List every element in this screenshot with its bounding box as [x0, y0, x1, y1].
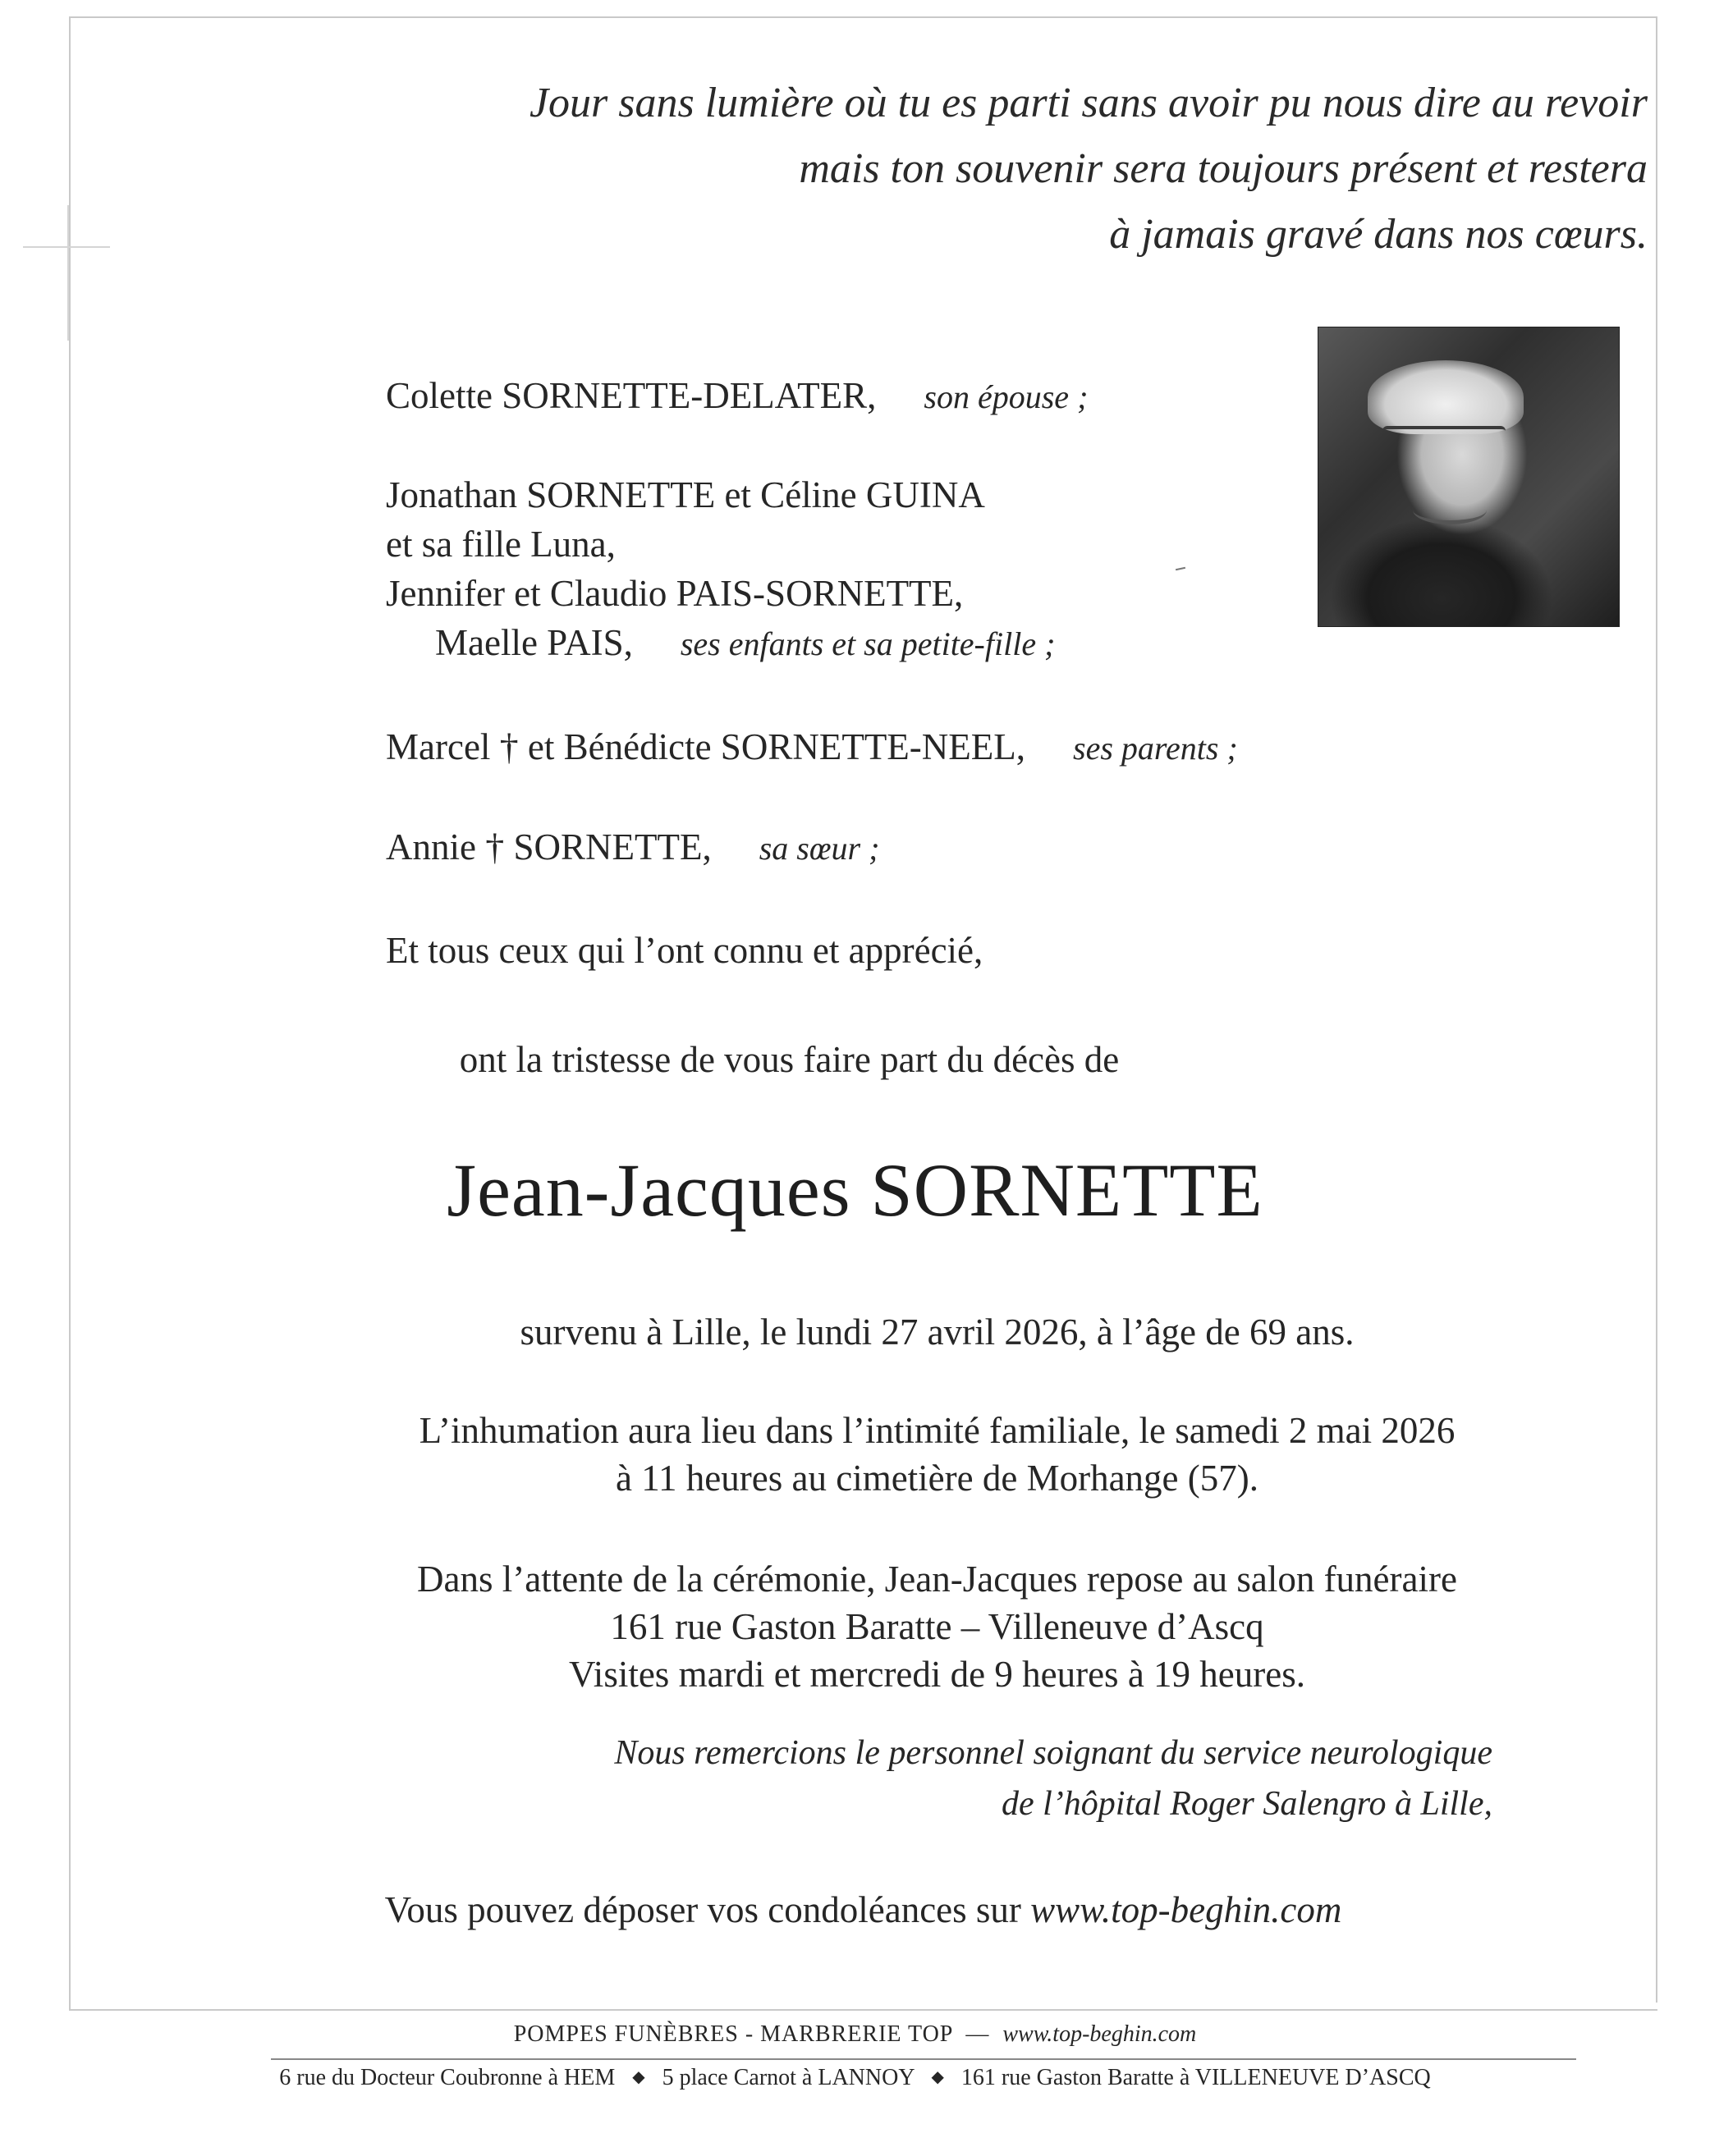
diamond-separator-icon: ◆ — [632, 2068, 645, 2086]
thanks-note — [614, 1728, 1492, 1829]
portrait-smile — [1413, 496, 1487, 524]
announcement-text: ont la tristesse de vous faire part du décès de — [459, 1039, 1120, 1080]
children-role: ses enfants et sa petite-fille ; — [680, 625, 1056, 662]
grandchild-name: Maelle PAIS, — [435, 622, 633, 663]
sheet-border-bottom — [69, 2009, 1657, 2011]
memorial-poem — [530, 71, 1648, 268]
children-line: Jennifer et Claudio PAIS-SORNETTE, — [386, 573, 964, 614]
parent-name: Marcel — [386, 726, 491, 767]
footer-company — [0, 2021, 1710, 2048]
address-villeneuve: 161 rue Gaston Baratte à VILLENEUVE D’ASCQ — [960, 2065, 1431, 2090]
sister-name: Annie — [386, 826, 476, 867]
sister-role: sa sœur ; — [759, 830, 880, 867]
parent-name: et Bénédicte SORNETTE-NEEL, — [527, 726, 1025, 767]
address-lannoy: 5 place Carnot à LANNOY — [662, 2065, 915, 2090]
condolences-text: Vous pouvez déposer vos condoléances sur — [384, 1889, 1021, 1930]
thanks-line: Nous remercions le personnel soignant du service neurologique — [614, 1734, 1492, 1772]
portrait-glasses — [1382, 426, 1506, 457]
condolences-link[interactable]: www.top-beghin.com — [1030, 1889, 1342, 1930]
crop-mark-horizontal — [23, 246, 110, 248]
children-line: Jonathan SORNETTE et Céline GUINA — [386, 474, 985, 515]
portrait-hair — [1368, 360, 1524, 434]
funeral-home-line: 161 rue Gaston Baratte – Villeneuve d’Ascq — [610, 1606, 1264, 1647]
parents-role: ses parents ; — [1073, 730, 1238, 767]
deceased-dagger-icon: † — [485, 826, 505, 867]
family-children — [386, 470, 1055, 669]
funeral-home-line: Dans l’attente de la cérémonie, Jean-Jacques repose au salon funéraire — [417, 1559, 1457, 1600]
family-sister — [386, 822, 879, 873]
burial-details — [82, 1407, 1710, 1502]
footer-dash: — — [965, 2021, 990, 2047]
poem-line: mais ton souvenir sera toujours présent et restera — [799, 145, 1648, 192]
footer-website-link[interactable]: www.top-beghin.com — [1002, 2021, 1197, 2047]
sheet-border-left — [69, 16, 71, 2011]
deceased-dagger-icon: † — [499, 726, 519, 767]
family-parents — [386, 722, 1238, 773]
sheet-border-top — [69, 16, 1657, 18]
family-others: Et tous ceux qui l’ont connu et apprécié, — [386, 930, 983, 971]
sheet-border-right — [1656, 16, 1657, 2003]
burial-line: à 11 heures au cimetière de Morhange (57). — [616, 1458, 1258, 1499]
family-spouse — [386, 371, 1088, 422]
condolences-line — [8, 1886, 1710, 1934]
sister-surname: SORNETTE, — [513, 826, 712, 867]
funeral-home-details — [82, 1555, 1710, 1698]
funeral-home-line: Visites mardi et mercredi de 9 heures à 19 heures. — [569, 1654, 1305, 1695]
children-line — [435, 618, 1055, 669]
crop-mark-vertical — [67, 205, 69, 341]
death-details: survenu à Lille, le lundi 27 avril 2026, à l’âge de 69 ans. — [520, 1311, 1355, 1353]
poem-line: Jour sans lumière où tu es parti sans avoir pu nous dire au revoir — [529, 80, 1648, 126]
burial-line: L’inhumation aura lieu dans l’intimité familiale, le samedi 2 mai 2026 — [419, 1410, 1456, 1451]
diamond-separator-icon: ◆ — [931, 2068, 944, 2086]
scan-speck — [1176, 567, 1185, 570]
spouse-name: Colette SORNETTE-DELATER, — [386, 375, 877, 416]
poem-line: à jamais gravé dans nos cœurs. — [1109, 211, 1648, 258]
spouse-role: son épouse ; — [924, 378, 1089, 415]
footer-addresses — [0, 2065, 1710, 2091]
address-hem: 6 rue du Docteur Coubronne à HEM — [279, 2065, 616, 2090]
deceased-name: Jean-Jacques SORNETTE — [447, 1148, 1263, 1232]
company-name: POMPES FUNÈBRES - MARBRERIE TOP — [513, 2021, 953, 2047]
thanks-line: de l’hôpital Roger Salengro à Lille, — [1001, 1785, 1492, 1823]
children-line: et sa fille Luna, — [386, 524, 616, 565]
portrait-photo — [1318, 327, 1620, 627]
footer-rule — [271, 2058, 1576, 2060]
